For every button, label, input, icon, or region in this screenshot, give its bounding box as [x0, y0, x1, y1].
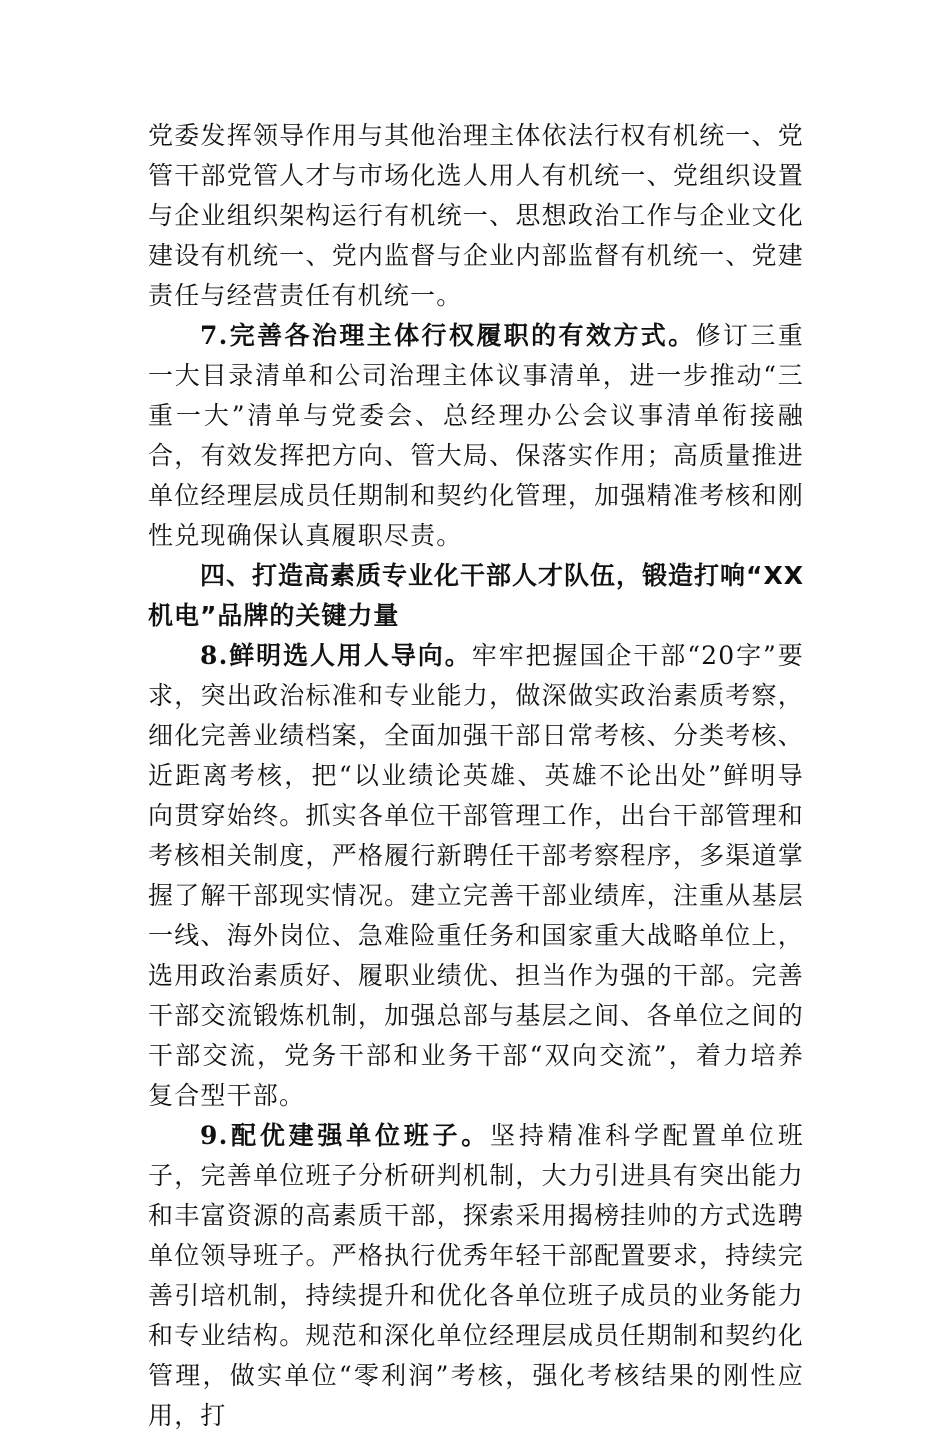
paragraph-item-9 — [148, 1116, 804, 1436]
paragraph-item-8 — [148, 636, 804, 1116]
item-8-text: 牢牢把握国企干部“20字”要求，突出政治标准和专业能力，做深做实政治素质考察，细化完善业绩档案，全面加强干部日常考核、分类考核、近距离考核，把“以业绩论英雄、英雄不论出处”鲜明导向贯穿始终。抓实各单位干部管理工作，出台干部管理和考核相关制度，严格履行新聘任干部考察程序，多渠道掌握了解干部现实情况。建立完善干部业绩库，注重从基层一线、海外岗位、急难险重任务和国家重大战略单位上，选用政治素质好、履职业绩优、担当作为强的干部。完善干部交流锻炼机制，加强总部与基层之间、各单位之间的干部交流，党务干部和业务干部“双向交流”，着力培养复合型干部。 — [148, 641, 804, 1110]
paragraph-item-7 — [148, 316, 804, 556]
document-body — [148, 116, 804, 1436]
item-7-text: 修订三重一大目录清单和公司治理主体议事清单，进一步推动“三重一大”清单与党委会、总经理办公会议事清单衔接融合，有效发挥把方向、管大局、保落实作用；高质量推进单位经理层成员任期制和契约化管理，加强精准考核和刚性兑现确保认真履职尽责。 — [148, 321, 804, 550]
item-9-heading: 9.配优建强单位班子。 — [200, 1121, 491, 1150]
item-7-heading: 7.完善各治理主体行权履职的有效方式。 — [200, 321, 696, 350]
section-heading-4: 四、打造高素质专业化干部人才队伍，锻造打响“XX机电”品牌的关键力量 — [148, 561, 804, 630]
paragraph-text: 党委发挥领导作用与其他治理主体依法行权有机统一、党管干部党管人才与市场化选人用人有机统一、党组织设置与企业组织架构运行有机统一、思想政治工作与企业文化建设有机统一、党内监督与企业内部监督有机统一、党建责任与经营责任有机统一。 — [148, 121, 804, 310]
item-9-text: 坚持精准科学配置单位班子，完善单位班子分析研判机制，大力引进具有突出能力和丰富资源的高素质干部，探索采用揭榜挂帅的方式选聘单位领导班子。严格执行优秀年轻干部配置要求，持续完善引培机制，持续提升和优化各单位班子成员的业务能力和专业结构。规范和深化单位经理层成员任期制和契约化管理，做实单位“零利润”考核，强化考核结果的刚性应用，打 — [148, 1121, 804, 1430]
paragraph-continued — [148, 116, 804, 316]
item-8-heading: 8.鲜明选人用人导向。 — [200, 641, 472, 670]
